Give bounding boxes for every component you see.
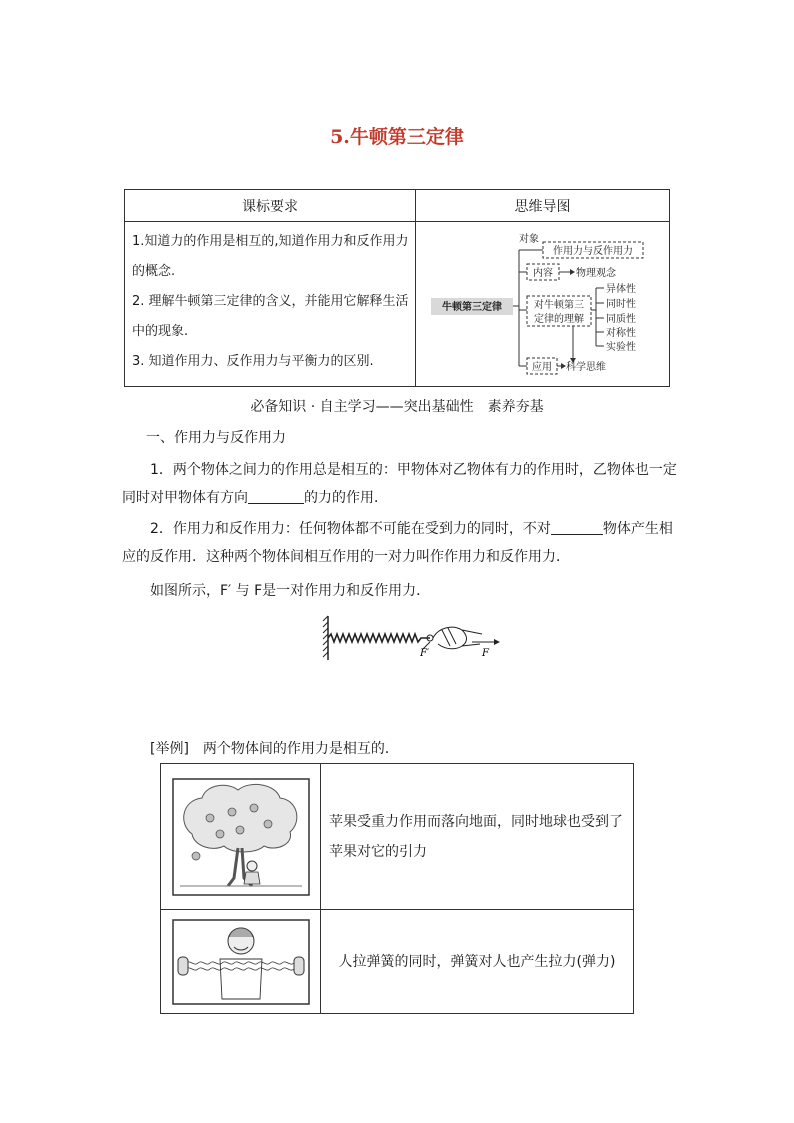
requirement-item: 1.知道力的作用是相互的,知道作用力和反作用力的概念. xyxy=(132,234,409,279)
label-fprime: F′ xyxy=(420,648,430,659)
paragraph-1-b: 的力的作用． xyxy=(304,490,388,506)
sub-heading xyxy=(122,424,677,452)
mindmap-prop: 同质性 xyxy=(606,314,636,325)
mindmap-prop: 异体性 xyxy=(606,284,636,295)
requirement-item: 2. 理解牛顿第三定律的含义，并能用它解释生活中的现象. xyxy=(132,294,409,339)
mindmap-understanding-2: 定律的理解 xyxy=(534,314,584,325)
mindmap-prop: 同时性 xyxy=(606,299,636,310)
mindmap-diagram xyxy=(416,222,668,386)
example-text-cell: 苹果受重力作用而落向地面，同时地球也受到了苹果对它的引力 xyxy=(321,764,634,910)
paragraph-2-b: 物体产生相应的反作用．这种两个物体间相互作用的一对力叫作作用力和反作用力． xyxy=(122,521,673,565)
spring-diagram xyxy=(322,612,502,662)
mindmap-prop: 对称性 xyxy=(606,328,636,339)
header-mindmap: 思维导图 xyxy=(416,190,670,222)
hand-icon xyxy=(427,627,482,649)
example-image-cell xyxy=(161,764,321,910)
apple-tree-illustration xyxy=(172,778,310,896)
requirements-cell xyxy=(125,222,416,387)
page-title: 5.牛顿第三定律 xyxy=(330,126,464,148)
paragraph-3-text: 如图所示，F′ 与 F是一对作用力和反作用力． xyxy=(150,583,431,599)
spring-coil xyxy=(328,634,430,642)
requirements-table xyxy=(124,189,670,387)
paragraph-3 xyxy=(122,577,677,605)
examples-table xyxy=(160,763,634,1014)
mindmap-root: 牛顿第三定律 xyxy=(442,302,502,313)
mindmap-application: 应用 xyxy=(532,362,552,373)
header-requirements: 课标要求 xyxy=(125,190,416,222)
table-row xyxy=(161,764,634,910)
mindmap-cell xyxy=(416,222,670,387)
mindmap-application-to: 科学思维 xyxy=(566,362,606,373)
mindmap-prop: 实验性 xyxy=(606,342,636,353)
example-image-cell xyxy=(161,910,321,1014)
spring-figure xyxy=(322,612,502,666)
fill-blank[interactable] xyxy=(248,489,304,504)
mindmap-object: 作用力与反作用力 xyxy=(553,246,633,257)
mindmap-understanding-1: 对牛顿第三 xyxy=(534,300,584,311)
spring-stretcher-illustration xyxy=(172,919,310,1005)
section-heading: 必备知识 · 自主学习——突出基础性 素养夯基 xyxy=(250,399,544,415)
table-row xyxy=(161,910,634,1014)
fill-blank[interactable] xyxy=(551,520,603,535)
paragraph-1-a: 1．两个物体之间力的作用总是相互的：甲物体对乙物体有力的作用时，乙物体也一定同时对甲物体有方向 xyxy=(122,462,677,506)
example-text-cell: 人拉弹簧的同时，弹簧对人也产生拉力(弹力) xyxy=(321,910,634,1014)
mindmap-object-label: 对象 xyxy=(519,234,539,245)
label-f: F xyxy=(482,648,489,659)
paragraph-2-a: 2．作用力和反作用力：任何物体都不可能在受到力的同时，不对 xyxy=(150,521,551,537)
arrow-head xyxy=(570,269,575,275)
requirement-item: 3. 知道作用力、反作用力与平衡力的区别. xyxy=(132,354,374,369)
arrow-head xyxy=(494,639,500,645)
mindmap-content: 内容 xyxy=(533,268,553,279)
paragraph-1 xyxy=(122,456,677,512)
mindmap-content-to: 物理观念 xyxy=(576,268,616,279)
sub-heading-text: 一、作用力与反作用力 xyxy=(146,430,286,446)
paragraph-2 xyxy=(122,515,677,571)
example-intro: [举例] 两个物体间的作用力是相互的． xyxy=(150,741,399,757)
